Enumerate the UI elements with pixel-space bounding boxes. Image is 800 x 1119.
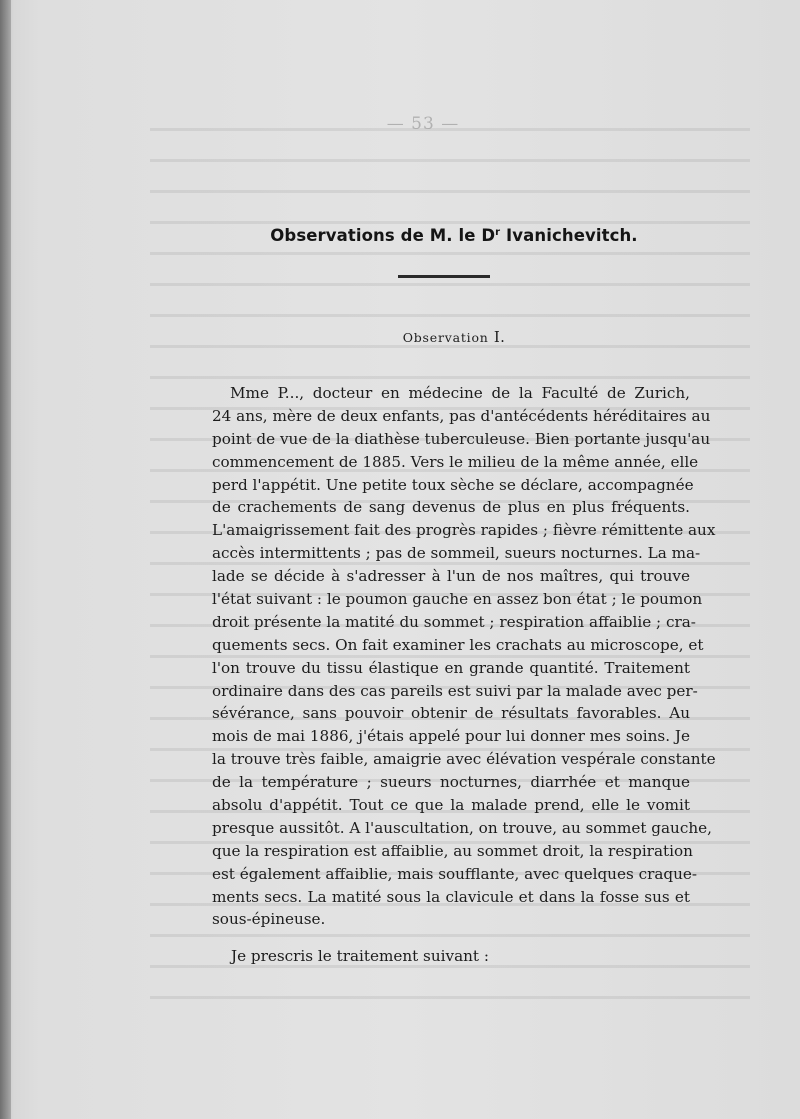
observation-title: [212, 328, 696, 346]
text-line: ordinaire dans des cas pareils est suivi par la malade avec per-: [212, 681, 698, 700]
text-line: absolu d'appétit. Tout ce que la malade prend, elle le vomit: [212, 796, 690, 815]
section-heading: [212, 226, 696, 245]
text-line: presque aussitôt. A l'auscultation, on trouve, au sommet gauche,: [212, 818, 712, 837]
text-line: mois de mai 1886, j'étais appelé pour lui donner mes soins. Je: [212, 727, 690, 746]
text-line: accès intermittents ; pas de sommeil, sueurs nocturnes. La ma-: [212, 544, 701, 563]
text-line: lade se décide à s'adresser à l'un de nos maîtres, qui trouve: [212, 567, 690, 586]
text-line: sous-épineuse.: [212, 910, 326, 929]
observation-paragraph: [212, 382, 716, 931]
page-spine-shadow: [0, 0, 11, 1119]
text-line: perd l'appétit. Une petite toux sèche se déclare, accompagnée: [212, 475, 694, 494]
text-line: est également affaiblie, mais soufflante, avec quelques craque-: [212, 864, 698, 883]
text-line: de la température ; sueurs nocturnes, diarrhée et manque: [212, 773, 690, 792]
observation-label: Observation: [402, 330, 489, 345]
text-line: droit présente la matité du sommet ; respiration affaiblie ; cra-: [212, 612, 696, 631]
heading-superscript: r: [495, 227, 501, 238]
text-line: 24 ans, mère de deux enfants, pas d'antécédents héréditaires au: [212, 406, 711, 425]
text-line: l'état suivant : le poumon gauche en assez bon état ; le poumon: [212, 590, 703, 609]
text-line: quements secs. On fait examiner les crachats au microscope, et: [212, 635, 704, 654]
text-line: Mme P..., docteur en médecine de la Faculté de Zurich,: [230, 384, 690, 402]
text-line: l'on trouve du tissu élastique en grande quantité. Traitement: [212, 658, 690, 677]
text-line: L'amaigrissement fait des progrès rapides ; fièvre rémittente aux: [212, 521, 716, 540]
text-line: commencement de 1885. Vers le milieu de la même année, elle: [212, 452, 699, 471]
heading-suffix: Ivanichevitch.: [500, 226, 638, 245]
heading-rule: [398, 275, 490, 278]
text-line: la trouve très faible, amaigrie avec élévation vespérale constante: [212, 750, 716, 769]
text-line: point de vue de la diathèse tuberculeuse. Bien portante jusqu'au: [212, 429, 711, 448]
text-line: ments secs. La matité sous la clavicule et dans la fosse sus et: [212, 887, 690, 906]
text-line: de crachements de sang devenus de plus en plus fréquents.: [212, 498, 690, 517]
running-head: — 53 —: [386, 114, 460, 134]
observation-number: I.: [493, 328, 506, 346]
text-line: que la respiration est affaiblie, au sommet droit, la respiration: [212, 841, 693, 860]
treatment-intro-line: Je prescris le traitement suivant :: [231, 947, 489, 965]
text-line: sévérance, sans pouvoir obtenir de résultats favorables. Au: [212, 704, 690, 723]
heading-prefix: Observations de M. le D: [270, 226, 496, 245]
